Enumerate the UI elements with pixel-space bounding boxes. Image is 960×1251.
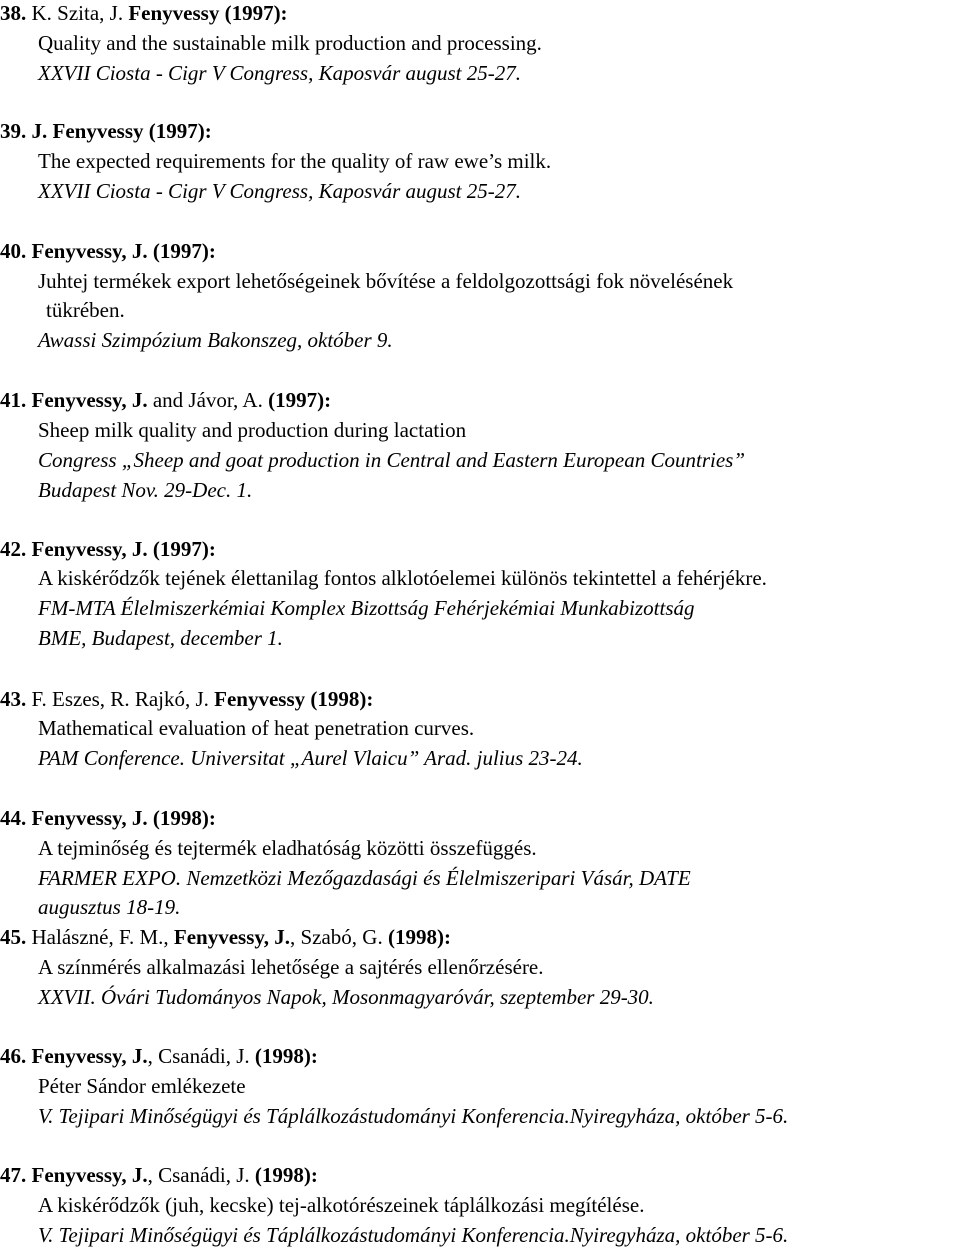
entry-title: Juhtej termékek export lehetőségeinek bővítése a feldolgozottsági fok növelésének [38,269,734,293]
entry-number: 38. [0,1,32,25]
entry-number-author: 42. Fenyvessy, J. [0,537,153,561]
entry-number-author: 44. Fenyvessy, J. [0,806,153,830]
entry-venue: FARMER EXPO. Nemzetközi Mezőgazdasági és Élelmiszeripari Vásár, DATE [38,866,691,890]
entry-venue: V. Tejipari Minőségügyi és Táplálkozástudományi Konferencia.Nyiregyháza, október 5-6. [38,1104,789,1128]
entry-heading [0,536,216,562]
entry-year: (1997): [152,239,216,263]
entry-main-author: Fenyvessy, J. [173,925,290,949]
entry-heading [0,924,451,950]
entry-number-author: 41. Fenyvessy, J. [0,388,153,412]
entry-title: A tejminőség és tejtermék eladhatóság közötti összefüggés. [38,836,537,860]
entry-year: (1998): [152,806,216,830]
entry-venue: V. Tejipari Minőségügyi és Táplálkozástudományi Konferencia.Nyiregyháza, október 5-6. [38,1223,789,1247]
entry-heading [0,686,373,712]
entry-number: 45. [0,925,32,949]
entry-venue: FM-MTA Élelmiszerkémiai Komplex Bizottság Fehérjekémiai Munkabizottság [38,596,695,620]
entry-author-year: Fenyvessy (1997): [128,1,288,25]
entry-coauthors: , Csanádi, J. [147,1163,255,1187]
entry-venue: Budapest Nov. 29-Dec. 1. [38,478,253,502]
entry-author-year: 39. J. Fenyvessy (1997): [0,119,212,143]
entry-heading [0,387,331,413]
entry-heading [0,1162,318,1188]
entry-number: 43. [0,687,32,711]
entry-venue: BME, Budapest, december 1. [38,626,283,650]
entry-title: Péter Sándor emlékezete [38,1074,246,1098]
entry-heading [0,0,288,26]
entry-title: Mathematical evaluation of heat penetration curves. [38,716,475,740]
entry-venue: XXVII. Óvári Tudományos Napok, Mosonmagyaróvár, szeptember 29-30. [38,985,654,1009]
entry-heading [0,1043,318,1069]
entry-coauthors: and Jávor, A. [152,388,269,412]
entry-coauthors: , Szabó, G. [289,925,388,949]
entry-venue: Congress „Sheep and goat production in Central and Eastern European Countries” [38,448,745,472]
entry-year: (1998): [254,1163,318,1187]
entry-heading [0,805,216,831]
entry-author-year: Fenyvessy (1998): [214,687,374,711]
entry-coauthors: , Csanádi, J. [147,1044,255,1068]
entry-title: Quality and the sustainable milk production and processing. [38,31,542,55]
entry-title: A színmérés alkalmazási lehetősége a sajtérés ellenőrzésére. [38,955,544,979]
entry-venue: PAM Conference. Universitat „Aurel Vlaicu” Arad. julius 23-24. [38,746,583,770]
entry-authors: F. Eszes, R. Rajkó, J. [31,687,215,711]
entry-venue: XXVII Ciosta - Cigr V Congress, Kaposvár august 25-27. [38,179,522,203]
entry-title: A kiskérődzők tejének élettanilag fontos alklotóelemei különös tekintettel a fehérjékre. [38,566,767,590]
entry-title: The expected requirements for the quality of raw ewe’s milk. [38,149,552,173]
entry-title: A kiskérődzők (juh, kecske) tej-alkotórészeinek táplálkozási megítélése. [38,1193,645,1217]
entry-authors: Halászné, F. M., [31,925,174,949]
entry-authors: K. Szita, J. [31,1,129,25]
entry-title: Sheep milk quality and production during lactation [38,418,467,442]
entry-title-continued: tükrében. [46,298,125,322]
entry-year: (1997): [268,388,332,412]
entry-year: (1998): [254,1044,318,1068]
entry-number-author: 46. Fenyvessy, J. [0,1044,148,1068]
entry-number-author: 47. Fenyvessy, J. [0,1163,148,1187]
entry-heading [0,118,212,144]
entry-venue: Awassi Szimpózium Bakonszeg, október 9. [38,328,393,352]
entry-year: (1998): [387,925,451,949]
entry-year: (1997): [152,537,216,561]
entry-venue: XXVII Ciosta - Cigr V Congress, Kaposvár august 25-27. [38,61,522,85]
entry-number-author: 40. Fenyvessy, J. [0,239,153,263]
entry-heading [0,238,216,264]
entry-venue: augusztus 18-19. [38,895,181,919]
